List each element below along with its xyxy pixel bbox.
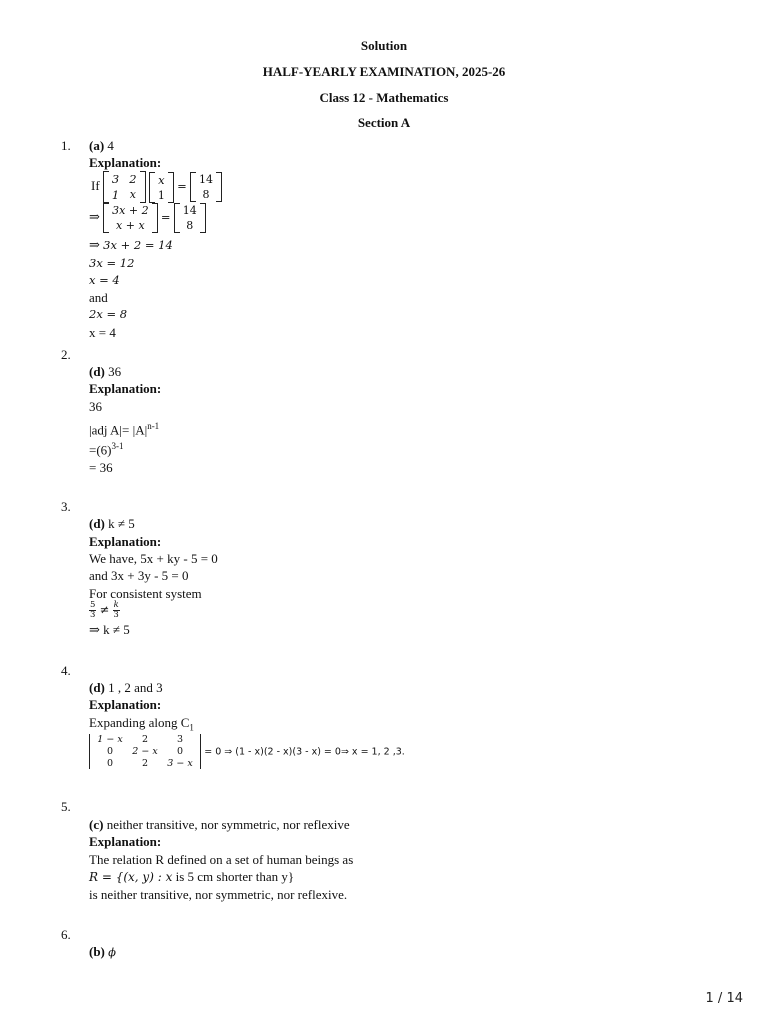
answer-option: (d) bbox=[89, 364, 105, 379]
answer-value: 4 bbox=[107, 138, 114, 153]
matrix-equation-2 bbox=[89, 203, 206, 233]
explanation-label: Explanation: bbox=[89, 697, 162, 712]
exam-title: HALF-YEARLY EXAMINATION, 2025-26 bbox=[262, 64, 506, 79]
answer-option: (b) bbox=[89, 944, 105, 959]
determinant: 1 − x 2 3 0 2 − x 0 0 2 3 − x bbox=[89, 734, 201, 769]
step-line: ⇒ 3x + 2 = 14 bbox=[89, 237, 173, 252]
question-number: 1. bbox=[61, 138, 71, 153]
result-line: ⇒ k ≠ 5 bbox=[89, 622, 130, 637]
vector-x: x 1 bbox=[149, 172, 174, 203]
answer-line bbox=[89, 944, 116, 960]
question-number: 2. bbox=[61, 347, 71, 362]
answer-option: (d) bbox=[89, 680, 105, 695]
fraction: $\frac{5}{3}$ bbox=[90, 600, 96, 620]
explanation-label: Explanation: bbox=[89, 381, 162, 396]
matrix-b: 3x + 2 x + x bbox=[103, 203, 157, 233]
fraction: $\frac{k}{3}$ bbox=[113, 600, 119, 620]
value-line: 36 bbox=[89, 399, 102, 414]
vector-rhs: 14 8 bbox=[174, 203, 206, 233]
answer-line bbox=[89, 817, 350, 833]
class-title: Class 12 - Mathematics bbox=[319, 90, 449, 105]
step-line: 2x = 8 bbox=[89, 307, 128, 321]
step-line: 3x = 12 bbox=[89, 256, 135, 270]
answer-value: ϕ bbox=[108, 945, 116, 959]
condition-line: For consistent system bbox=[89, 586, 202, 601]
question-number: 6. bbox=[61, 927, 71, 942]
relation-line: The relation R defined on a set of human beings as bbox=[89, 852, 354, 867]
question-number: 5. bbox=[61, 799, 71, 814]
section-title: Section A bbox=[357, 115, 411, 130]
matrix-equation bbox=[91, 171, 222, 203]
equals-sign: = bbox=[160, 209, 171, 224]
equation-line: and 3x + 3y - 5 = 0 bbox=[89, 568, 189, 583]
matrix-a: 3 2 1 x bbox=[103, 171, 146, 203]
expanding-line: Expanding along $C_1$ bbox=[89, 715, 194, 733]
equals-sign: = bbox=[177, 178, 187, 193]
answer-value: 1 , 2 and 3 bbox=[108, 680, 163, 695]
explanation-label: Explanation: bbox=[89, 834, 162, 849]
and-text: and bbox=[89, 290, 108, 305]
power-line: $=(6)^{3-1}$ bbox=[89, 441, 124, 458]
answer-line bbox=[89, 138, 114, 154]
answer-value: 36 bbox=[108, 364, 122, 379]
answer-line bbox=[89, 680, 163, 696]
if-text: If bbox=[91, 177, 100, 193]
question-number: 3. bbox=[61, 499, 71, 514]
set-definition: R = {(x, y) : x is 5 cm shorter than y} bbox=[89, 869, 295, 884]
step-line: x = 4 bbox=[89, 273, 120, 287]
result-line: x = 4 bbox=[89, 325, 116, 340]
page-indicator: 1 / 14 bbox=[705, 991, 743, 1006]
implies-sign: ⇒ bbox=[89, 208, 100, 224]
answer-value: k ≠ 5 bbox=[108, 516, 135, 531]
answer-line bbox=[89, 516, 135, 532]
answer-option: (c) bbox=[89, 817, 104, 832]
answer-option: (a) bbox=[89, 138, 105, 153]
adj-line: |adj $A|= |A|^{n-1}$ bbox=[89, 421, 160, 438]
determinant-tail: = 0 ⇒ (1 - x)(2 - x)(3 - x) = 0⇒ x = 1, 2 ,3. bbox=[204, 746, 405, 758]
equation-line: We have, 5x + ky - 5 = 0 bbox=[89, 551, 218, 566]
answer-value: neither transitive, nor symmetric, nor reflexive bbox=[106, 817, 350, 832]
result-line: = 36 bbox=[89, 460, 113, 475]
answer-line bbox=[89, 364, 121, 380]
vector-rhs: 14 8 bbox=[190, 172, 222, 202]
answer-option: (d) bbox=[89, 516, 105, 531]
question-number: 4. bbox=[61, 663, 71, 678]
fraction-inequality: $\frac{5}{3}$ ≠ $\frac{k}{3}$ bbox=[90, 600, 119, 620]
explanation-label: Explanation: bbox=[89, 534, 162, 549]
solution-title: Solution bbox=[360, 38, 408, 53]
explanation-label: Explanation: bbox=[89, 155, 162, 170]
determinant-equation bbox=[89, 734, 405, 769]
conclusion-line: is neither transitive, nor symmetric, nor reflexive. bbox=[89, 887, 348, 902]
